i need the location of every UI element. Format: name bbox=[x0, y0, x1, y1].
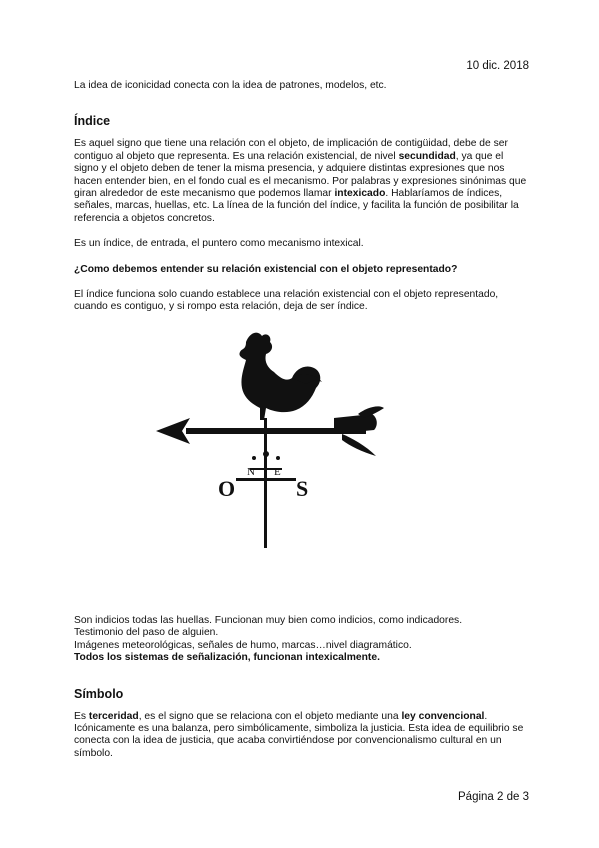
simbolo-paragraph-1 bbox=[74, 711, 529, 761]
east-letter: E bbox=[274, 465, 281, 478]
bold-term: terceridad bbox=[88, 710, 139, 722]
north-letter: N bbox=[247, 465, 255, 478]
document-date: 10 dic. 2018 bbox=[466, 60, 529, 72]
text-run: . Icónicamente es una balanza, pero simbólicamente, simboliza la justicia. Esta idea de equilibrio se conecta con la idea de justicia, que acaba convirtiéndose por convencionalismo cultural en un símbolo. bbox=[74, 710, 524, 759]
text-run: . Hablaríamos de índices, señales, marcas, huellas, etc. La línea de la función del índice, y facilita la función de posibilitar la referencia a objetos concretos. bbox=[74, 188, 519, 224]
bold-term: intexicado bbox=[334, 188, 386, 200]
text-run: , es el signo que se relaciona con el objeto mediante una bbox=[138, 710, 402, 722]
text-run: Es bbox=[74, 710, 89, 722]
weathervane-image bbox=[146, 328, 386, 548]
after-line-1: Son indicios todas las huellas. Funcionan muy bien como indicios, como indicadores. bbox=[74, 614, 463, 626]
after-line-3: Imágenes meteorológicas, señales de humo, marcas…nivel diagramático. bbox=[74, 639, 412, 651]
text-run: Es aquel signo que tiene una relación con el objeto, de implicación de contigüidad, debe de ser contiguo al objeto que representa. Es una relación existencial, de nivel bbox=[74, 138, 508, 162]
text-run: , ya que el signo y el objeto deben de tener la misma presencia, y adquiere distintas expresiones que nos hacen entender bien, en el fondo cual es el mecanismo. Por palabras y expresiones sinónimas que giran alrededor de este mecanismo que podemos llamar bbox=[74, 150, 527, 200]
section-heading-simbolo: Símbolo bbox=[74, 686, 124, 701]
south-letter: S bbox=[296, 475, 309, 501]
bold-term: secundidad bbox=[398, 150, 456, 162]
bold-term: ley convencional bbox=[401, 710, 485, 722]
document-body bbox=[74, 80, 529, 760]
intro-paragraph: La idea de iconicidad conecta con la idea de patrones, modelos, etc. bbox=[74, 80, 387, 91]
page-number: Página 2 de 3 bbox=[458, 791, 529, 803]
indice-paragraph-3: El índice funciona solo cuando establece una relación existencial con el objeto representado, cuando es contiguo, y si rompo esta relación, deja de ser índice. bbox=[74, 289, 499, 313]
weathervane-figure bbox=[74, 328, 529, 573]
indice-paragraph-2: Es un índice, de entrada, el puntero como mecanismo intexical. bbox=[74, 238, 364, 250]
west-letter: O bbox=[218, 475, 236, 501]
after-line-2: Testimonio del paso de alguien. bbox=[74, 627, 219, 639]
indice-paragraph-1 bbox=[74, 138, 529, 225]
after-line-bold: Todos los sistemas de señalización, funcionan intexicalmente. bbox=[74, 652, 380, 664]
section-heading-indice: Índice bbox=[74, 114, 111, 129]
indice-question: ¿Como debemos entender su relación existencial con el objeto representado? bbox=[74, 263, 458, 275]
